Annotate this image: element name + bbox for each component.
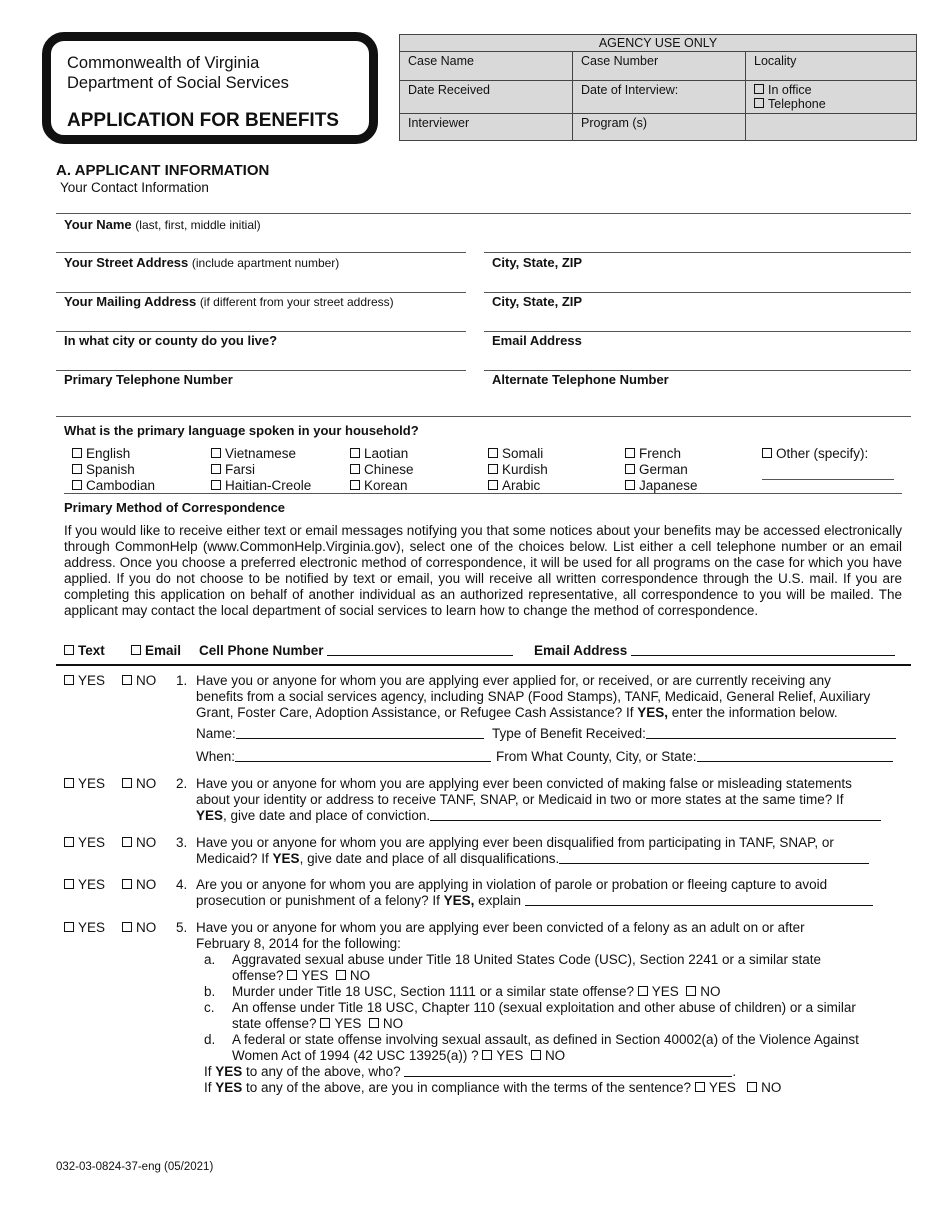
checkbox-icon[interactable]: [488, 448, 498, 458]
q5d-yes-checkbox[interactable]: [482, 1050, 492, 1060]
checkbox-icon[interactable]: [488, 480, 498, 490]
case-name-field[interactable]: Case Name: [400, 52, 573, 81]
section-a-heading: A. APPLICANT INFORMATION: [56, 162, 270, 179]
q5-item-b: Murder under Title 18 USC, Section 1111 or a similar state offense? YES NO: [232, 984, 721, 999]
q5-a-letter: a.: [204, 952, 216, 967]
agency-title: AGENCY USE ONLY: [400, 35, 917, 52]
q5b-no-checkbox[interactable]: [686, 986, 696, 996]
q5a-yes-checkbox[interactable]: [287, 970, 297, 980]
q3-number: 3.: [176, 835, 188, 850]
q5-b-letter: b.: [204, 984, 216, 999]
checkbox-icon[interactable]: [64, 922, 74, 932]
question-2: Have you or anyone for whom you are applying ever been convicted of making false or misleading statements about your identity or address to receive TANF, SNAP, or Medicaid in two or more states at the same time? If YES, give date and place of conviction.: [196, 776, 906, 824]
q1-type-field[interactable]: Type of Benefit Received:: [492, 726, 896, 742]
q1-when-field[interactable]: When:: [196, 749, 491, 765]
lang-option-korean[interactable]: Korean: [350, 478, 408, 493]
q3-no-option[interactable]: NO: [122, 835, 156, 851]
name-field[interactable]: Your Name (last, first, middle initial): [64, 217, 261, 232]
q4-yes-option[interactable]: YES: [64, 877, 105, 893]
q1-from-field[interactable]: From What County, City, or State:: [496, 749, 893, 765]
org-line-1: Commonwealth of Virginia: [67, 54, 260, 72]
q5-item-a: Aggravated sexual abuse under Title 18 United States Code (USC), Section 2241 or a similar state offense? YES NO: [232, 952, 822, 983]
question-1: Have you or anyone for whom you are applying ever applied for, or received, or are currently receiving any benefits from a social services agency, including SNAP (Food Stamps), TANF, Medicaid, General Relief, Auxiliary Grant, Foster Care, Adoption Assistance, or Refugee Cash Assistance? If YES, enter the information below.: [196, 673, 871, 720]
q5-number: 5.: [176, 920, 188, 935]
q2-yes-option[interactable]: YES: [64, 776, 105, 792]
q5-who-line[interactable]: [404, 1064, 732, 1077]
section-divider: [56, 664, 911, 666]
q5-c-letter: c.: [204, 1000, 215, 1015]
q1-yes-option[interactable]: YES: [64, 673, 105, 689]
q5-item-d: A federal or state offense involving sexual assault, as defined in Section 40002(a) of the Violence Against Women Act of 1994 (42 USC 13925(a)) ? YES NO: [232, 1032, 859, 1063]
org-line-2: Department of Social Services: [67, 74, 289, 92]
lang-option-spanish[interactable]: Spanish: [72, 462, 135, 477]
lang-option-haitian-creole[interactable]: Haitian-Creole: [211, 478, 311, 493]
correspondence-email-field[interactable]: Email Address: [534, 643, 895, 659]
checkbox-icon[interactable]: [350, 464, 360, 474]
checkbox-icon[interactable]: [64, 778, 74, 788]
checkbox-icon[interactable]: [72, 448, 82, 458]
lang-option-cambodian[interactable]: Cambodian: [72, 478, 155, 493]
date-received-field[interactable]: Date Received: [400, 81, 573, 114]
question-3: Have you or anyone for whom you are applying ever been disqualified from participating in TANF, SNAP, or Medicaid? If YES, give date and place of all disqualifications.: [196, 835, 906, 867]
interviewer-field[interactable]: Interviewer: [400, 114, 573, 141]
street-address-field[interactable]: Your Street Address (include apartment number): [64, 255, 340, 270]
checkbox-icon[interactable]: [625, 448, 635, 458]
q1-number: 1.: [176, 673, 188, 688]
lang-option-somali[interactable]: Somali: [488, 446, 543, 461]
checkbox-icon[interactable]: [350, 480, 360, 490]
lang-option-arabic[interactable]: Arabic: [488, 478, 540, 493]
checkbox-icon[interactable]: [762, 448, 772, 458]
checkbox-icon[interactable]: [625, 480, 635, 490]
lang-option-farsi[interactable]: Farsi: [211, 462, 255, 477]
checkbox-icon[interactable]: [122, 922, 132, 932]
primary-phone-field[interactable]: Primary Telephone Number: [64, 372, 233, 387]
form-number: 032-03-0824-37-eng (05/2021): [56, 1161, 214, 1173]
lang-other-option[interactable]: Other (specify):: [762, 446, 868, 461]
checkbox-icon[interactable]: [72, 480, 82, 490]
q5-d-letter: d.: [204, 1032, 216, 1047]
other-language-input[interactable]: [762, 479, 894, 480]
checkbox-icon[interactable]: [754, 98, 764, 108]
q2-no-option[interactable]: NO: [122, 776, 156, 792]
checkbox-icon[interactable]: [64, 675, 74, 685]
form-title-box: [42, 32, 378, 144]
alternate-phone-field[interactable]: Alternate Telephone Number: [492, 372, 669, 387]
q4-number: 4.: [176, 877, 188, 892]
checkbox-icon[interactable]: [488, 464, 498, 474]
in-office-option[interactable]: In office: [754, 83, 908, 97]
email-address-field[interactable]: Email Address: [492, 333, 582, 348]
city-county-field[interactable]: In what city or county do you live?: [64, 333, 278, 348]
checkbox-icon[interactable]: [64, 837, 74, 847]
locality-field[interactable]: Locality: [746, 52, 917, 81]
lang-option-laotian[interactable]: Laotian: [350, 446, 408, 461]
checkbox-icon[interactable]: [754, 84, 764, 94]
divider: [56, 213, 911, 214]
city-state-zip-field-1[interactable]: City, State, ZIP: [492, 255, 583, 270]
date-of-interview-field[interactable]: Date of Interview:: [573, 81, 746, 114]
q5-compliance-field: If YES to any of the above, are you in compliance with the terms of the sentence? YES NO: [204, 1080, 782, 1095]
checkbox-icon[interactable]: [72, 464, 82, 474]
checkbox-icon[interactable]: [122, 675, 132, 685]
lang-option-german[interactable]: German: [625, 462, 688, 477]
language-question: What is the primary language spoken in your household?: [64, 423, 419, 438]
q3-yes-option[interactable]: YES: [64, 835, 105, 851]
programs-field[interactable]: Program (s): [573, 114, 746, 141]
lang-option-vietnamese[interactable]: Vietnamese: [211, 446, 296, 461]
mailing-address-field[interactable]: Your Mailing Address (if different from your street address): [64, 294, 394, 309]
q5-who-field: If YES to any of the above, who? .: [204, 1064, 737, 1079]
q1-no-option[interactable]: NO: [122, 673, 156, 689]
email-option[interactable]: Email: [131, 643, 181, 659]
checkbox-icon[interactable]: [64, 645, 74, 655]
checkbox-icon[interactable]: [625, 464, 635, 474]
city-state-zip-field-2[interactable]: City, State, ZIP: [492, 294, 583, 309]
section-a-subheading: Your Contact Information: [60, 180, 209, 195]
question-4: Are you or anyone for whom you are applying in violation of parole or probation or fleeing capture to avoid prosecution or punishment of a felony? If YES, explain: [196, 877, 906, 909]
q5-yes-option[interactable]: YES: [64, 920, 105, 936]
q5c-no-checkbox[interactable]: [369, 1018, 379, 1028]
q1-name-field[interactable]: Name:: [196, 726, 484, 742]
lang-option-english[interactable]: English: [72, 446, 130, 461]
agency-use-table: [399, 34, 917, 141]
form-title: APPLICATION FOR BENEFITS: [67, 110, 339, 131]
correspondence-paragraph: If you would like to receive either text or email messages notifying you that some notices about your benefits may be accessed electronically through CommonHelp (www.CommonHelp.Virginia.gov), select one of the choices below. List either a cell telephone number or an email address. Once you choose a preferred electronic method of correspondence, it will be used for all programs on the case for which you have applied. If you do not choose to be notified by text or email, you will receive all written correspondence through the U.S. mail. If you are completing this application on behalf of another individual as an authorized representative, all correspondence to you will be mailed. The applicant may contact the local department of social services to learn how to change the method of correspondence.: [64, 523, 902, 618]
telephone-option[interactable]: Telephone: [754, 97, 908, 111]
checkbox-icon[interactable]: [211, 448, 221, 458]
checkbox-icon[interactable]: [211, 464, 221, 474]
lang-option-chinese[interactable]: Chinese: [350, 462, 414, 477]
checkbox-icon[interactable]: [122, 778, 132, 788]
q3-answer-line[interactable]: [559, 851, 869, 864]
checkbox-icon[interactable]: [64, 879, 74, 889]
q2-number: 2.: [176, 776, 188, 791]
question-5: Have you or anyone for whom you are applying ever been convicted of a felony as an adult on or after February 8, 2014 for the following:: [196, 920, 805, 951]
lang-option-japanese[interactable]: Japanese: [625, 478, 698, 493]
checkbox-icon[interactable]: [131, 645, 141, 655]
lang-option-kurdish[interactable]: Kurdish: [488, 462, 548, 477]
q5a-no-checkbox[interactable]: [336, 970, 346, 980]
checkbox-icon[interactable]: [122, 837, 132, 847]
checkbox-icon[interactable]: [122, 879, 132, 889]
q4-no-option[interactable]: NO: [122, 877, 156, 893]
cell-phone-field[interactable]: Cell Phone Number: [199, 643, 513, 659]
q5-no-option[interactable]: NO: [122, 920, 156, 936]
correspondence-heading: Primary Method of Correspondence: [64, 500, 286, 515]
q5-item-c: An offense under Title 18 USC, Chapter 110 (sexual exploitation and other abuse of children) or a similar state offense? YES NO: [232, 1000, 856, 1031]
q2-answer-line[interactable]: [430, 808, 881, 821]
q5c-yes-checkbox[interactable]: [320, 1018, 330, 1028]
q4-answer-line[interactable]: [525, 893, 873, 906]
checkbox-icon[interactable]: [350, 448, 360, 458]
checkbox-icon[interactable]: [211, 480, 221, 490]
q5d-no-checkbox[interactable]: [531, 1050, 541, 1060]
q5b-yes-checkbox[interactable]: [638, 986, 648, 996]
case-number-field[interactable]: Case Number: [573, 52, 746, 81]
compliance-yes-checkbox[interactable]: [695, 1082, 705, 1092]
lang-option-french[interactable]: French: [625, 446, 681, 461]
compliance-no-checkbox[interactable]: [747, 1082, 757, 1092]
text-option[interactable]: Text: [64, 643, 105, 659]
